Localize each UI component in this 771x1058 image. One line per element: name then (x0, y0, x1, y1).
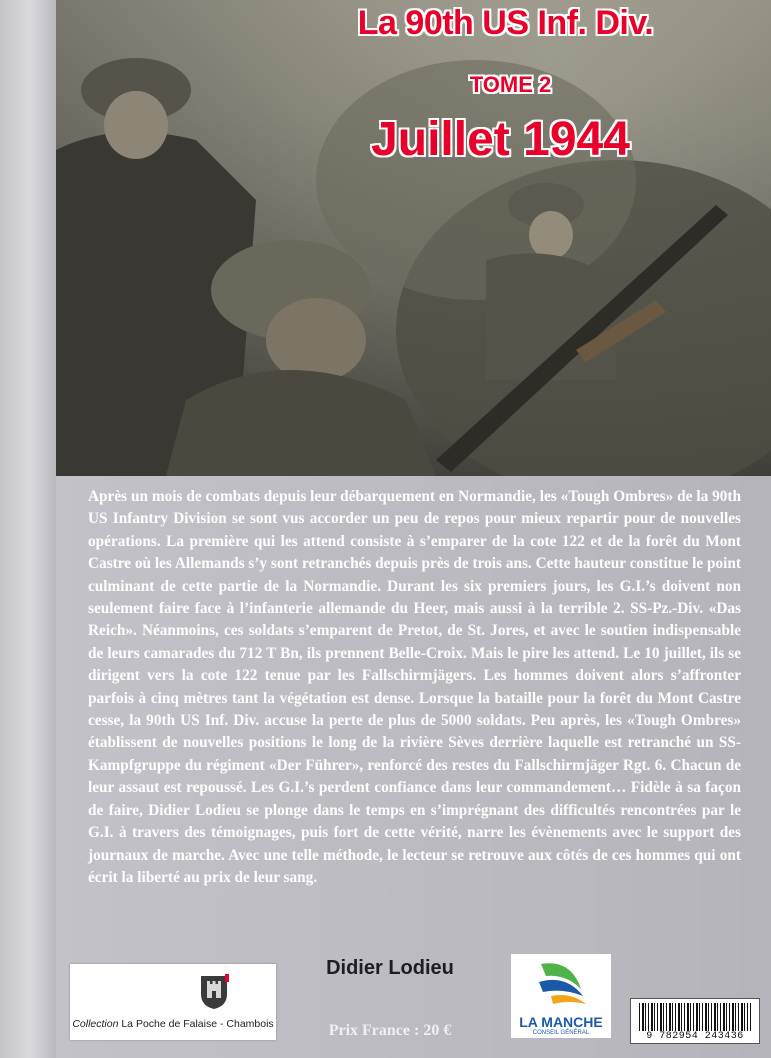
collection-name: La Poche de Falaise - Chambois (121, 1018, 274, 1030)
collection-text (70, 1018, 276, 1030)
title-volume: TOME 2 (469, 72, 552, 97)
la-manche-subtitle: CONSEIL GÉNÉRAL (532, 1030, 590, 1036)
title-date: Juillet 1944 (371, 113, 630, 166)
spine-edge (0, 0, 56, 1058)
la-manche-emblem-icon (511, 954, 611, 1014)
collection-prefix: Collection (72, 1018, 119, 1030)
title-line-1: La 90th US Inf. Div. (357, 4, 654, 42)
castle-crest-icon (199, 974, 229, 1010)
barcode-number: 9 782954 243436 (646, 1031, 744, 1042)
price-label: Prix France : 20 € (328, 1022, 452, 1039)
la-manche-logo (511, 954, 611, 1038)
collection-logo (70, 964, 276, 1040)
book-summary: Après un mois de combats depuis leur débarquement en Normandie, les «Tough Ombres» de la 90th US Infantry Division se sont vus accorder un peu de repos pour mieux repartir pour de nouvelles opérations. La première qui les attend consiste à s’emparer de la cote 122 et de la forêt du Mont Castre où les Allemands s’y sont retranchés depuis près de trois ans. Cette hauteur constitue le point culminant de cette partie de la Normandie. Durant les six premiers jours, les G.I.’s doivent non seulement faire face à l’infanterie allemande du Heer, mais aussi à la terrible 2. SS-Pz.-Div. «Das Reich». Néanmoins, ces soldats s’emparent de Pretot, de St. Jores, et avec le soutien indispensable de leurs camarades du 712 T Bn, ils prennent Belle-Croix. Mais le pire les attend. Le 10 juillet, ils se dirigent vers la cote 122 tenue par les Fallschirmjägers. Les hommes doivent alors s’affronter parfois à cinq mètres tant la végétation est dense. Lorsque la bataille pour la forêt du Mont Castre cesse, la 90th US Inf. Div. accuse la perte de plus de 5000 soldats. Peu après, les «Tough Ombres» établissent de nouvelles positions le long de la rivière Sèves derrière laquelle est retranché un SS-Kampfgruppe du régiment «Der Führer», renforcé des restes du Fallschirmjäger Rgt. 6. Chacun de leur assaut est repoussé. Les G.I.’s perdent confiance dans leur commandement… Fidèle à sa façon de faire, Didier Lodieu se plonge dans le temps en s’imprégnant des difficultés rencontrées par le G.I. à travers des témoignages, puis fort de cette vérité, narre les évènements avec le support des journaux de marche. Avec une telle méthode, le lecteur se retrouve aux côtés de ces hommes qui ont écrit la liberté au prix de leur sang. (88, 488, 741, 886)
barcode-bars (639, 1003, 751, 1031)
author-name: Didier Lodieu (326, 957, 454, 979)
la-manche-name: LA MANCHE (519, 1014, 603, 1030)
isbn-barcode (630, 998, 760, 1044)
